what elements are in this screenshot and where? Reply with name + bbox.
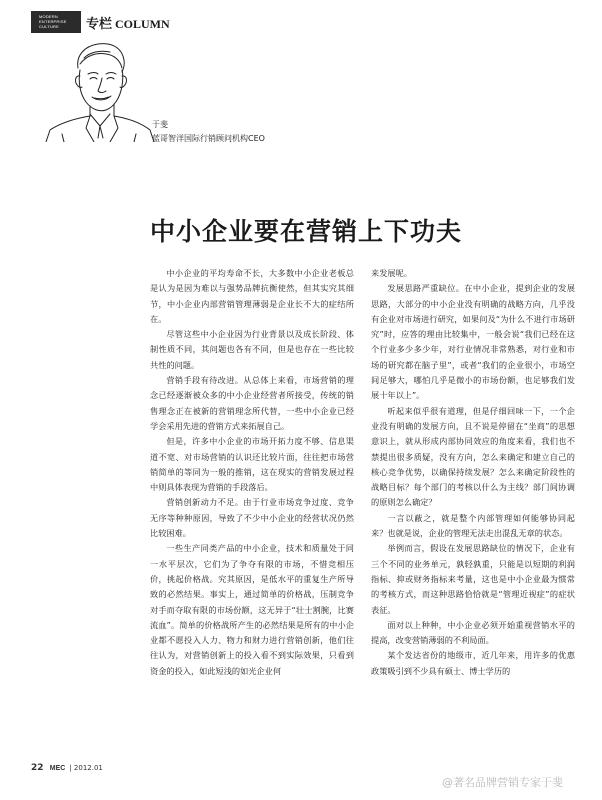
column-title — [86, 13, 170, 32]
paragraph: 面对以上种种，中小企业必须开始重视营销水平的提高，改变营销薄弱的不利局面。 — [371, 619, 575, 646]
author-name: 于斐 — [152, 120, 168, 129]
logo-line-3: CULTURE — [39, 24, 59, 29]
paragraph: 中小企业的平均寿命不长，大多数中小企业老板总是认为是因为难以与强势品牌抗衡使然，但其实究其细节，中小企业内部营销管理薄弱是企业长不大的症结所在。 — [150, 268, 354, 324]
author-portrait-illustration — [40, 38, 158, 142]
paragraph: 营销创新动力不足。由于行业市场竞争过度、竞争无序等种种原因，导致了不少中小企业的经营状况仍然比较困难。 — [150, 497, 354, 539]
magazine-name: MEC — [49, 765, 66, 772]
column-title-en: COLUMN — [115, 17, 170, 31]
paragraph: 尽管这些中小企业因为行业背景以及成长阶段、体制性质不同，其问题也各有不同，但是也存在一些比较共性的问题。 — [150, 329, 354, 370]
paragraph: 营销手段有待改进。从总体上来看，市场营销的理念已经逐渐被众多的中小企业经营者所接受，传统的销售理念正在被新的营销理念所代替，一些中小企业已经学会采用先进的营销方式来拓展自己。 — [150, 375, 354, 431]
column-title-cn: 专栏 — [86, 17, 113, 32]
paragraph: 听起来似乎很有道理，但是仔细回味一下，一个企业没有明确的发展方向，且不说是停留在“坐商”的思想意识上，就从形成内部协同效应的角度来看，我们也不禁提出很多质疑，没有方向，怎么来确定和建立自己的核心竞争优势，以确保持续发展？怎么来确定阶段性的战略目标？每个部门的考核以什么为主线？部门间协调的原则怎么确定？ — [371, 405, 575, 508]
logo-line-2: ENTERPRISE — [39, 19, 67, 24]
paragraph-continued: 来发展呢。 — [371, 268, 412, 278]
paragraph: 一言以蔽之，就是整个内部管理如何能够协同起来？也就是说，企业的管理无法走出混乱无章的状态。 — [371, 512, 575, 539]
column-logo-block — [31, 11, 81, 33]
page-footer: 22 MEC | 2012.01 — [31, 763, 103, 773]
watermark: @著名品牌营销专家于斐 — [442, 776, 563, 789]
author-title: 蓝哥智洋国际行销顾问机构CEO — [152, 134, 265, 143]
article-column-right — [371, 266, 575, 679]
paragraph: 举例而言，假设在发展思路缺位的情况下，企业有三个不同的业务单元，孰轻孰重，只能是以短期的利润指标、抑或财务指标来考量，这也是中小企业最为惯常的考核方式，而这种思路恰恰就是“管理近视症”的症状表征。 — [371, 543, 575, 615]
paragraph: 但是，许多中小企业的市场开拓力度不够、信息渠道不宽、对市场营销的认识还比较片面，往往把市场营销简单的等同为一般的推销，这在现实的营销发展过程中则具体表现为营销的手段落后。 — [150, 436, 354, 493]
paragraph: 一些生产同类产品的中小企业，技术和质量处于同一水平层次，它们为了争夺有限的市场，不惜竞相压价，挑起价格战。究其原因，是低水平的重复生产所导致的必然结果。事实上，通过简单的价格战，压制竞争对手而夺取有限的市场份额，这无异于“壮士割腕，比赛流血”。简单的价格战所产生的必然结果是所有的中小企业都不愿投入人力、物力和财力进行营销创新，他们往往认为，对营销创新上的投入看不到实际效果，只看到资金的投入，如此短浅的如光企业何 — [150, 543, 354, 676]
page-number: 22 — [31, 763, 44, 773]
paragraph: 某个发达省份的地级市，近几年来，用许多的优惠政策吸引到不少具有硕士、博士学历的 — [371, 650, 575, 676]
article-headline: 中小企业要在营销上下功夫 — [150, 217, 463, 246]
issue-date: 2012.01 — [73, 764, 103, 772]
article-column-left — [150, 266, 354, 679]
logo-line-1: MODERN — [39, 14, 58, 19]
paragraph: 发展思路严重缺位。在中小企业，提到企业的发展思路，大部分的中小企业没有明确的战略方向，几乎没有企业对市场进行研究，如果问及“为什么不进行市场研究”时，应答的理由比较集中，一般会说“我们已经在这个行业多少多少年，对行业情况非常熟悉，对行业和市场的研究都在脑子里”，或者“我们的企业很小，市场空间足够大，哪怕几乎是微小的市场份额，也足够我们发展十年以上”。 — [371, 283, 575, 401]
